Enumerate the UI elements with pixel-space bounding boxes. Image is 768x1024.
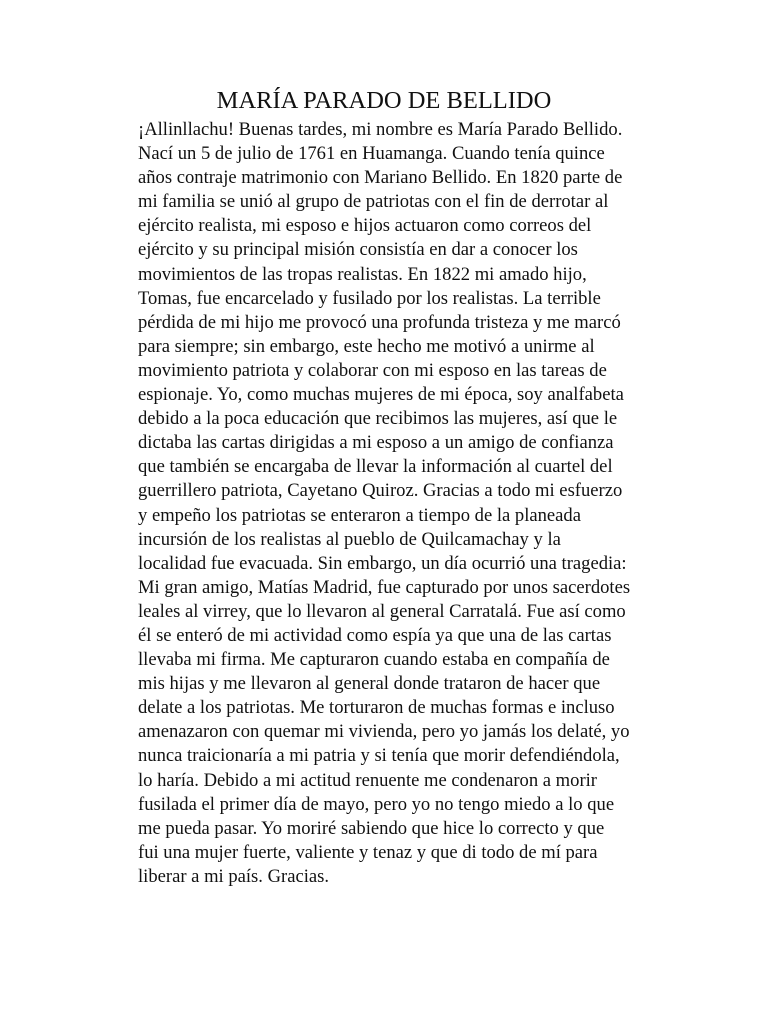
text-line: Mi gran amigo, Matías Madrid, fue capturado por unos sacerdotes: [138, 576, 631, 598]
text-line: fui una mujer fuerte, valiente y tenaz y que di todo de mí para: [138, 841, 598, 863]
text-line: para siempre; sin embargo, este hecho me motivó a unirme al: [138, 335, 595, 357]
text-line: leales al virrey, que lo llevaron al general Carratalá. Fue así como: [138, 600, 626, 622]
text-line: localidad fue evacuada. Sin embargo, un día ocurrió una tragedia:: [138, 552, 627, 574]
text-line: Nací un 5 de julio de 1761 en Huamanga. Cuando tenía quince: [138, 143, 605, 165]
text-line: ejército y su principal misión consistía en dar a conocer los: [138, 239, 578, 261]
text-line: y empeño los patriotas se enteraron a tiempo de la planeada: [138, 504, 581, 526]
text-line: mi familia se unió al grupo de patriotas con el fin de derrotar al: [138, 191, 609, 213]
text-line: Tomas, fue encarcelado y fusilado por los realistas. La terrible: [138, 287, 601, 309]
text-line: lo haría. Debido a mi actitud renuente me condenaron a morir: [138, 769, 597, 791]
document-body: [138, 118, 658, 889]
text-line: debido a la poca educación que recibimos las mujeres, así que le: [138, 408, 618, 430]
text-line: fusilada el primer día de mayo, pero yo no tengo miedo a lo que: [138, 793, 615, 815]
text-line: amenazaron con quemar mi vivienda, pero yo jamás los delaté, yo: [138, 721, 630, 743]
text-line: dictaba las cartas dirigidas a mi esposo a un amigo de confianza: [138, 432, 614, 454]
text-line: movimientos de las tropas realistas. En 1822 mi amado hijo,: [138, 263, 587, 285]
text-line: movimiento patriota y colaborar con mi esposo en las tareas de: [138, 359, 607, 381]
text-line: espionaje. Yo, como muchas mujeres de mi época, soy analfabeta: [138, 384, 624, 406]
text-line: él se enteró de mi actividad como espía ya que una de las cartas: [138, 624, 612, 646]
text-line: me pueda pasar. Yo moriré sabiendo que hice lo correcto y que: [138, 817, 605, 839]
text-line: pérdida de mi hijo me provocó una profunda tristeza y me marcó: [138, 311, 621, 333]
text-line: que también se encargaba de llevar la información al cuartel del: [138, 456, 613, 478]
text-line: guerrillero patriota, Cayetano Quiroz. Gracias a todo mi esfuerzo: [138, 480, 623, 502]
text-line: llevaba mi firma. Me capturaron cuando estaba en compañía de: [138, 649, 610, 671]
text-line: años contraje matrimonio con Mariano Bellido. En 1820 parte de: [138, 167, 623, 189]
text-line: mis hijas y me llevaron al general donde trataron de hacer que: [138, 673, 601, 695]
text-line: delate a los patriotas. Me torturaron de muchas formas e incluso: [138, 697, 615, 719]
text-line: incursión de los realistas al pueblo de Quilcamachay y la: [138, 528, 561, 550]
document-title: MARÍA PARADO DE BELLIDO: [216, 87, 552, 114]
text-line: nunca traicionaría a mi patria y si tenía que morir defendiéndola,: [138, 745, 620, 767]
text-line: ejército realista, mi esposo e hijos actuaron como correos del: [138, 215, 592, 237]
text-line: liberar a mi país. Gracias.: [138, 865, 330, 887]
text-line: ¡Allinllachu! Buenas tardes, mi nombre es María Parado Bellido.: [138, 119, 623, 140]
